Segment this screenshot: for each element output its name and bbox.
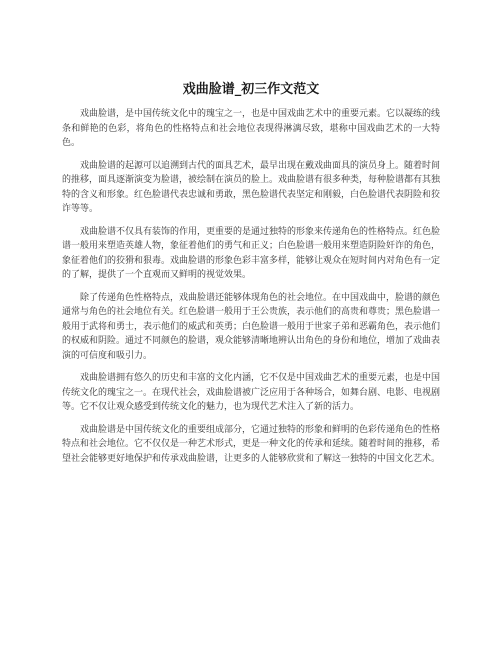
paragraph-5: 戏曲脸谱拥有悠久的历史和丰富的文化内涵，它不仅是中国戏曲艺术的重要元素，也是中国传统文化的瑰宝之一。在现代社会，戏曲脸谱被广泛应用于各种场合，如舞台剧、电影、电视剧等。它不仅让观众感受到传统文化的魅力，也为现代艺术注入了新的活力。 bbox=[62, 373, 441, 412]
document-title: 戏曲脸谱_初三作文范文 bbox=[182, 82, 320, 97]
paragraph-6: 戏曲脸谱是中国传统文化的重要组成部分，它通过独特的形象和鲜明的色彩传递角色的性格特点和社会地位。它不仅仅是一种艺术形式，更是一种文化的传承和延续。随着时间的推移，希望社会能够更好地保护和传承戏曲脸谱，让更多的人能够欣赏和了解这一独特的中国文化艺术。 bbox=[62, 424, 441, 464]
document-body bbox=[62, 107, 440, 474]
paragraph-4: 除了传递角色性格特点，戏曲脸谱还能够体现角色的社会地位。在中国戏曲中，脸谱的颜色通常与角色的社会地位有关。红色脸谱一般用于王公贵族，表示他们的高贵和尊贵；黑色脸谱一般用于武将和勇士，表示他们的威武和英勇；白色脸谱一般用于世家子弟和恶霸角色，表示他们的权威和阴险。通过不同颜色的脸谱，观众能够清晰地辨认出角色的身份和地位，增加了戏曲表演的可信度和吸引力。 bbox=[62, 292, 441, 361]
paragraph-3: 戏曲脸谱不仅具有装饰的作用，更重要的是通过独特的形象来传递角色的性格特点。红色脸谱一般用来塑造英雄人物，象征着他们的勇气和正义；白色脸谱一般用来塑造阴险奸诈的角色，象征着他们的狡猾和狠毒。戏曲脸谱的形象色彩丰富多样，能够让观众在短时间内对角色有一定的了解，提供了一个直观而又鲜明的视觉效果。 bbox=[62, 226, 441, 280]
paragraph-1: 戏曲脸谱，是中国传统文化中的瑰宝之一，也是中国戏曲艺术中的重要元素。它以凝练的线条和鲜艳的色彩，将角色的性格特点和社会地位表现得淋漓尽致，堪称中国戏曲艺术的一大特色。 bbox=[62, 109, 441, 148]
paragraph-2: 戏曲脸谱的起源可以追溯到古代的面具艺术，最早出现在戴戏曲面具的演员身上。随着时间的推移，面具逐渐演变为脸谱，被绘制在演员的脸上。戏曲脸谱有很多种类，每种脸谱都有其独特的含义和形象。红色脸谱代表忠诚和勇敢，黑色脸谱代表坚定和刚毅，白色脸谱代表阴险和狡诈等等。 bbox=[62, 160, 441, 214]
